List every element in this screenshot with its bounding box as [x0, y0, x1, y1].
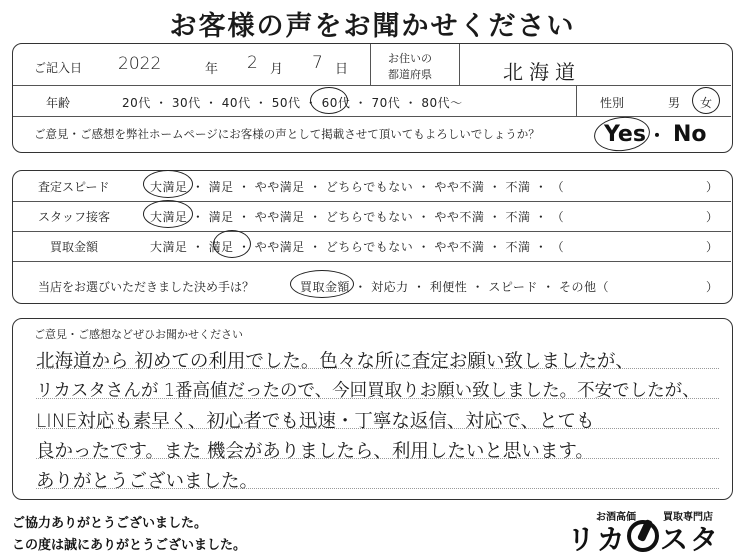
rating-close-assessment-speed: ） — [706, 180, 719, 194]
age-label: 年齢 — [46, 96, 71, 110]
decision-close: ） — [706, 280, 719, 294]
date-day-unit: 日 — [335, 62, 349, 77]
rating-selected-circle-assessment-speed — [143, 170, 193, 198]
footer-thanks-2: この度は誠にありがとうございました。 — [12, 538, 247, 553]
consent-question: ご意見・ご感想を弊社ホームページにお客様の声として掲載させて頂いてもよろしいでしょうか？ — [34, 127, 540, 141]
yes-no-separator: ・ — [648, 126, 666, 147]
date-month-unit: 月 — [270, 62, 284, 77]
gender-female: 女 — [700, 96, 713, 110]
comment-line-3: LINE対応も素早く、初心者でも迅速・丁寧な返信、対応で、とても — [36, 411, 595, 432]
rating-label-purchase-price: 買取金額 — [50, 240, 99, 254]
date-year-unit: 年 — [205, 62, 219, 77]
gender-male: 男 — [668, 96, 681, 110]
decision-selected-circle — [290, 270, 354, 298]
logo-tagline-left: お酒高価 — [596, 512, 636, 523]
decision-question: 当店をお選びいただきました決め手は？ — [38, 280, 255, 294]
rating-selected-circle-staff-service — [143, 200, 193, 228]
prefecture-label-line2: 都道府県 — [388, 68, 432, 81]
page-title: お客様の声をお聞かせください — [169, 11, 576, 42]
rating-close-purchase-price: ） — [706, 240, 719, 254]
rating-options-assessment-speed: 大満足 ・ 満足 ・ やや満足 ・ どちらでもない ・ やや不満 ・ 不満 ・ （ — [150, 180, 565, 194]
logo-bottle-icon — [626, 517, 660, 553]
gender-selected-circle — [692, 87, 720, 114]
gender-label: 性別 — [600, 96, 625, 110]
logo-name-left: リカ — [567, 523, 627, 556]
rating-options-staff-service: 大満足 ・ 満足 ・ やや満足 ・ どちらでもない ・ やや不満 ・ 不満 ・ （ — [150, 210, 565, 224]
no-option: No — [673, 122, 707, 147]
date-month-value: 2 — [247, 53, 258, 73]
date-day-value: 7 — [312, 53, 323, 73]
prefecture-value: 北海道 — [503, 60, 581, 84]
footer-thanks-1: ご協力ありがとうございました。 — [12, 516, 208, 531]
comment-label: ご意見・ご感想などぜひお聞かせください — [34, 328, 243, 341]
comment-line-2: リカスタさんが 1番高値だったので、今回買取りお願い致しました。不安でしたが、 — [36, 381, 700, 401]
yes-option: Yes — [604, 122, 646, 147]
date-label: ご記入日 — [34, 61, 83, 75]
rating-label-assessment-speed: 査定スピード — [38, 180, 110, 194]
date-year-value: 2022 — [118, 54, 162, 74]
rating-selected-circle-purchase-price — [213, 230, 251, 258]
rating-options-purchase-price: 大満足 ・ 満足 ・ やや満足 ・ どちらでもない ・ やや不満 ・ 不満 ・ （ — [150, 240, 565, 254]
age-options: 20代 ・ 30代 ・ 40代 ・ 50代 ・ 60代 ・ 70代 ・ 80代～ — [122, 96, 463, 110]
age-selected-circle — [310, 87, 348, 114]
comment-line-1: 北海道から 初めての利用でした。色々な所に査定お願い致しましたが、 — [36, 351, 634, 372]
prefecture-label-line1: お住いの — [388, 52, 432, 65]
logo-tagline-right: 買取専門店 — [663, 512, 713, 523]
decision-options: 買取金額 ・ 対応力 ・ 利便性 ・ スピード ・ その他（ — [300, 280, 610, 294]
comment-line-4: 良かったです。また 機会がありましたら、利用したいと思います。 — [36, 441, 594, 462]
rating-close-staff-service: ） — [706, 210, 719, 224]
rating-label-staff-service: スタッフ接客 — [38, 210, 111, 224]
comment-line-5: ありがとうございました。 — [36, 471, 259, 492]
logo-name-right: スタ — [660, 523, 721, 556]
